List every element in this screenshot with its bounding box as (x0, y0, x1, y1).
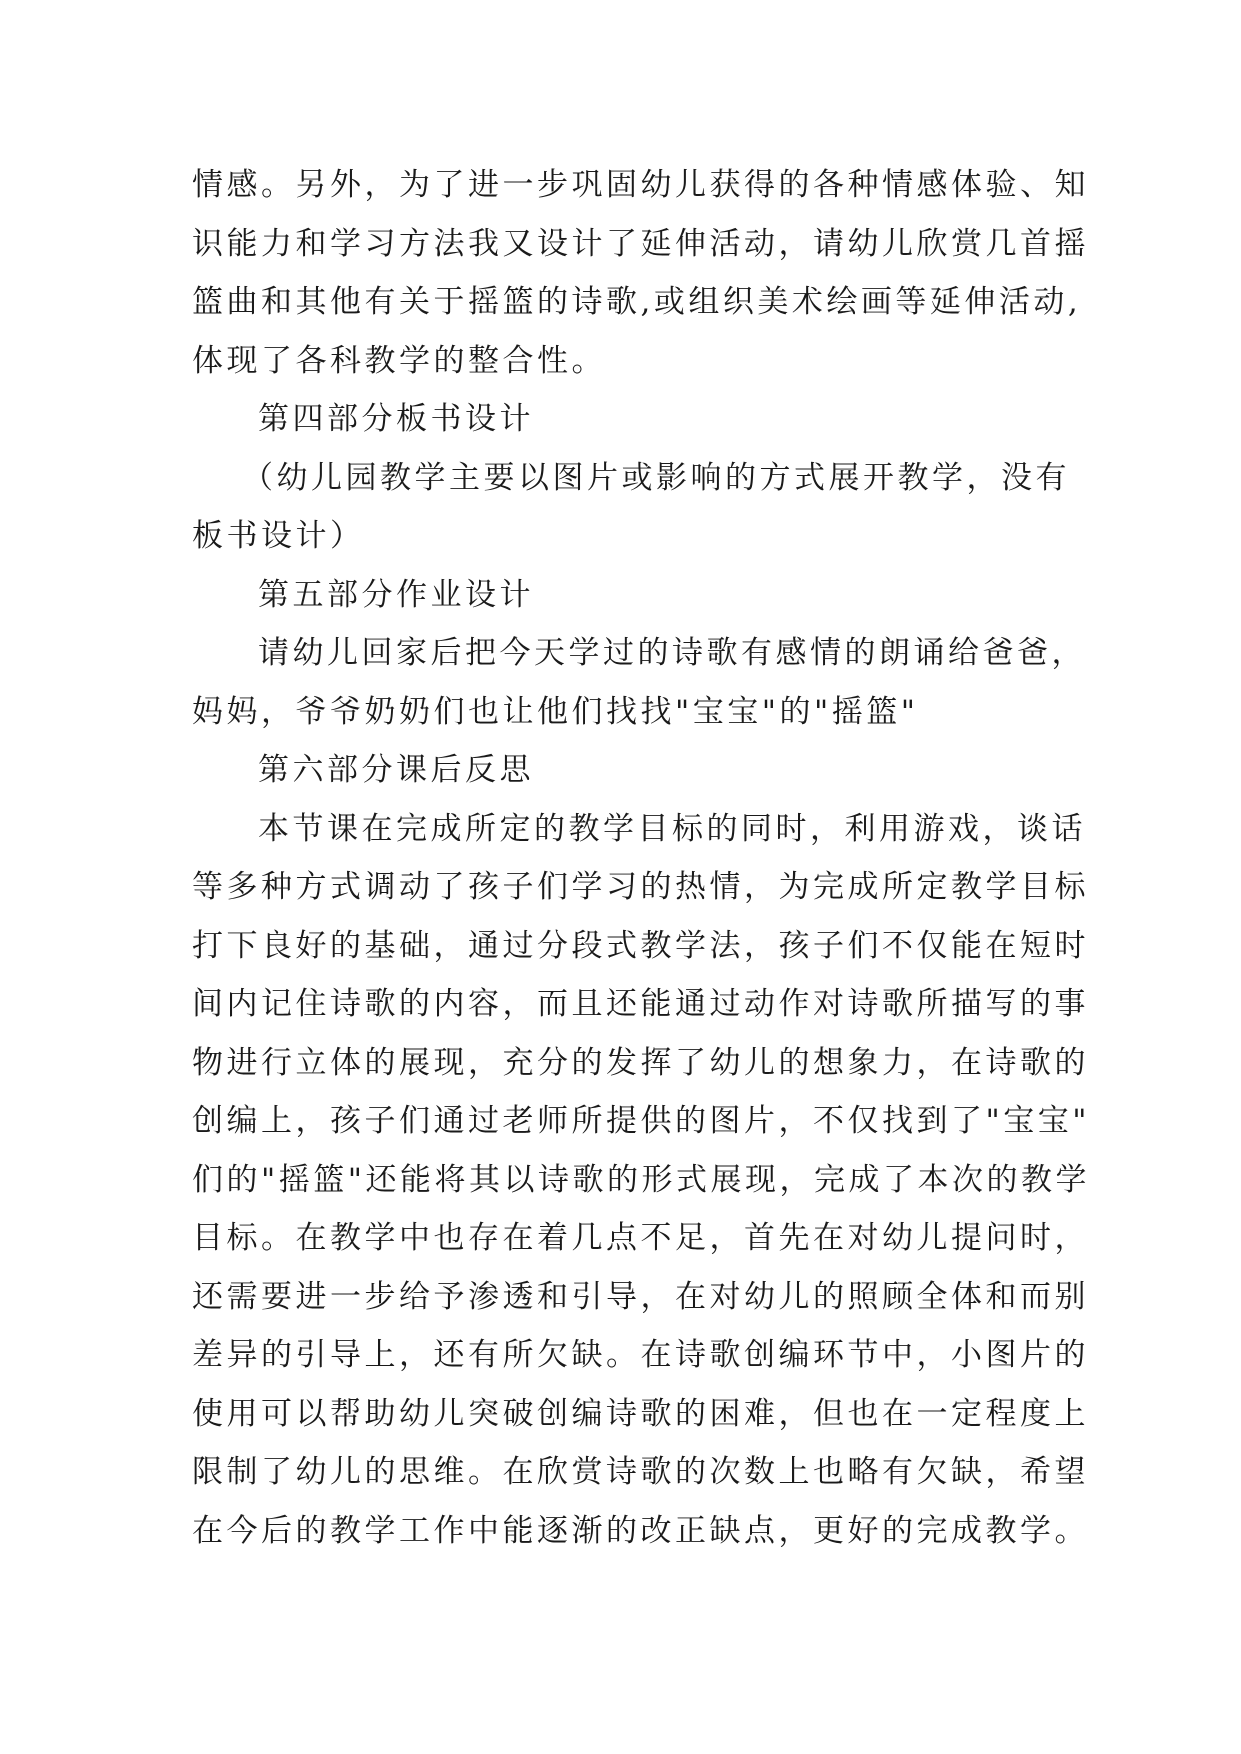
text-line: 间内记住诗歌的内容，而且还能通过动作对诗歌所描写的事 (192, 986, 1089, 1022)
text-line: 目标。在教学中也存在着几点不足，首先在对幼儿提问时， (192, 1220, 1089, 1256)
text-line: 打下良好的基础，通过分段式教学法，孩子们不仅能在短时 (192, 927, 1089, 964)
text-line: 在今后的教学工作中能逐渐的改正缺点，更好的完成教学。 (192, 1512, 1089, 1549)
text-line: 物进行立体的展现，充分的发挥了幼儿的想象力，在诗歌的 (192, 1044, 1089, 1081)
text-line: 差异的引导上，还有所欠缺。在诗歌创编环节中，小图片的 (192, 1337, 1089, 1373)
text-line: 们的"摇篮"还能将其以诗歌的形式展现，完成了本次的教学 (192, 1161, 1091, 1198)
text-line: 限制了幼儿的思维。在欣赏诗歌的次数上也略有欠缺，希望 (192, 1454, 1089, 1490)
text-line: 使用可以帮助幼儿突破创编诗歌的困难，但也在一定程度上 (192, 1395, 1089, 1432)
text-line: 还需要进一步给予渗透和引导，在对幼儿的照顾全体和而别 (192, 1278, 1089, 1315)
text-line: 体现了各科教学的整合性。 (192, 342, 606, 379)
text-line: 本节课在完成所定的教学目标的同时，利用游戏，谈话 (258, 810, 1086, 847)
text-line: 情感。另外，为了进一步巩固幼儿获得的各种情感体验、知 (192, 167, 1089, 203)
section-heading-homework-design: 第五部分作业设计 (258, 576, 534, 613)
text-line: 识能力和学习方法我又设计了延伸活动，请幼儿欣赏几首摇 (192, 225, 1089, 262)
section-heading-reflection: 第六部分课后反思 (258, 752, 534, 788)
text-line: 创编上，孩子们通过老师所提供的图片，不仅找到了"宝宝" (192, 1103, 1091, 1139)
text-line: 请幼儿回家后把今天学过的诗歌有感情的朗诵给爸爸， (258, 635, 1086, 671)
text-line: 篮曲和其他有关于摇篮的诗歌,或组织美术绘画等延伸活动, (192, 284, 1082, 320)
text-line: 等多种方式调动了孩子们学习的热情，为完成所定教学目标 (192, 869, 1089, 905)
text-line: （幼儿园教学主要以图片或影响的方式展开教学，没有 (242, 459, 1070, 496)
document-body (192, 156, 1091, 1560)
text-line: 板书设计） (192, 518, 365, 554)
section-heading-board-design: 第四部分板书设计 (258, 401, 534, 437)
text-line: 妈妈，爷爷奶奶们也让他们找找"宝宝"的"摇篮" (192, 693, 919, 730)
